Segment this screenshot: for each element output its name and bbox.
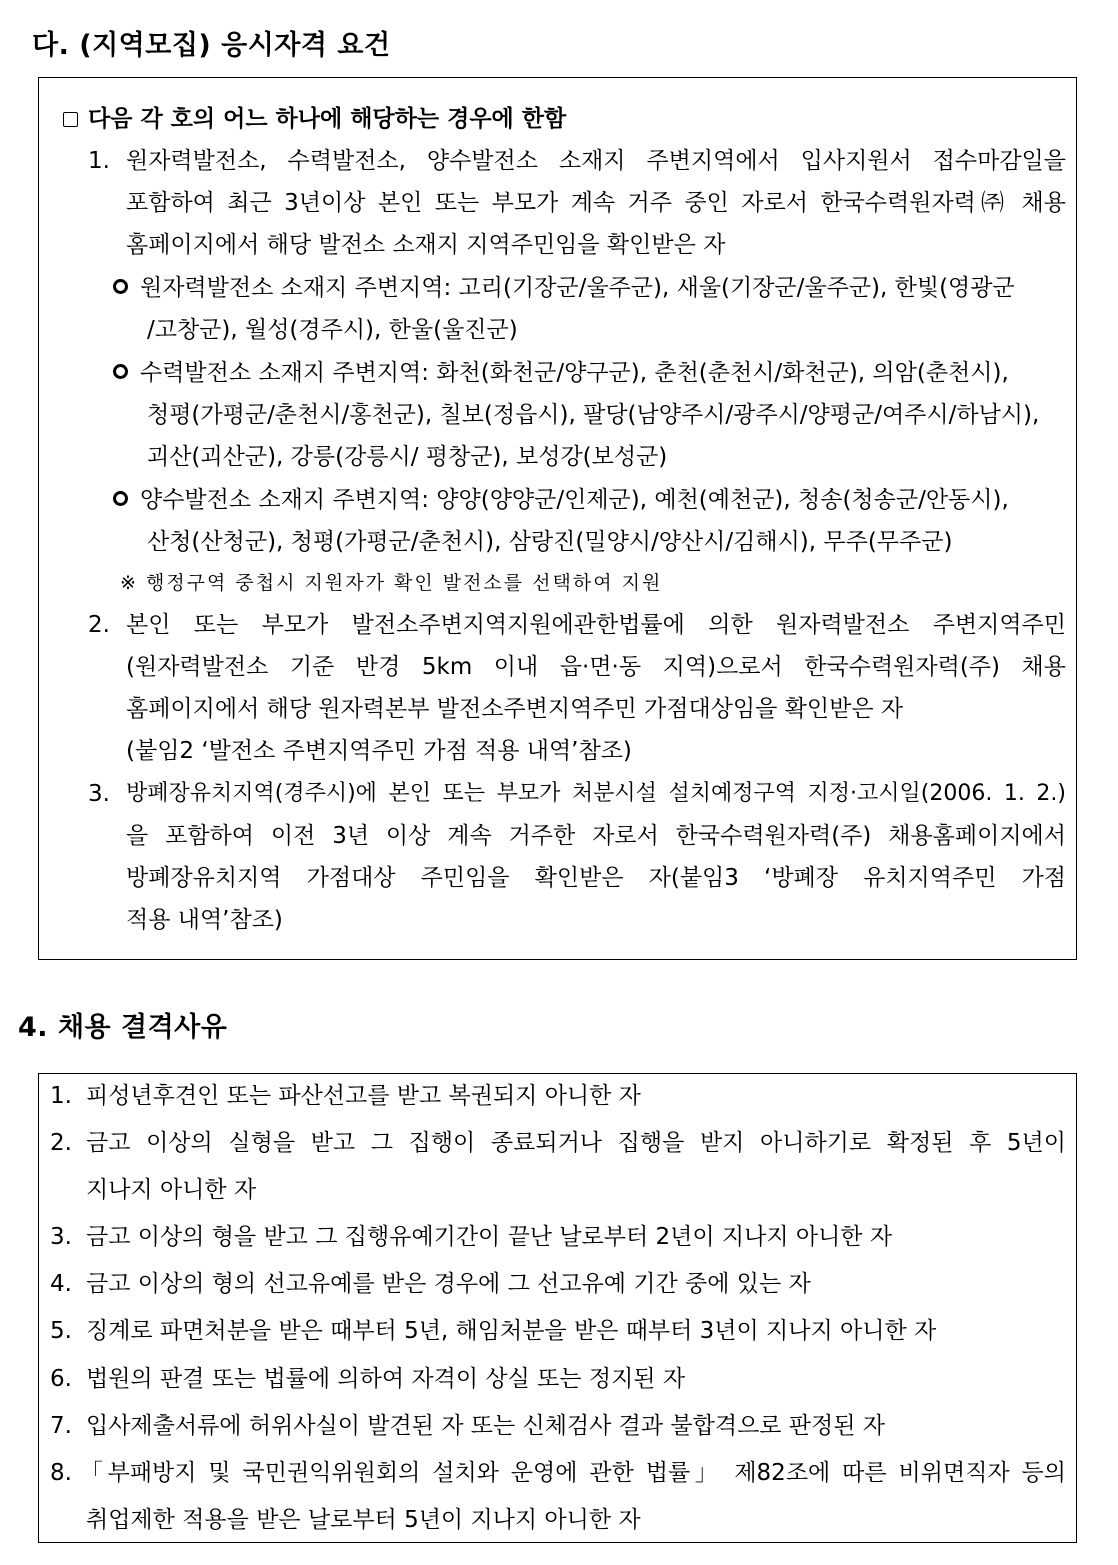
item-number: 5.	[50, 1318, 72, 1344]
item-number: 7.	[50, 1413, 72, 1439]
item-line: 포함하여 최근 3년이상 본인 또는 부모가 계속 거주 중인 자로서 한국수력원자력㈜ 채용	[126, 190, 1066, 216]
item-number: 3.	[50, 1224, 72, 1250]
bullet-line: 산청(산청군), 청평(가평군/춘천시), 삼랑진(밀양시/양산시/김해시), 무주(무주군)	[147, 529, 953, 555]
item-line: 지나지 아니한 자	[86, 1177, 257, 1203]
item-line: 피성년후견인 또는 파산선고를 받고 복권되지 아니한 자	[86, 1083, 641, 1109]
item-number: 3.	[88, 781, 110, 807]
item-number: 6.	[50, 1366, 72, 1392]
bullet-item	[113, 358, 1066, 388]
bullet-item	[113, 485, 1066, 515]
bullet-item	[113, 273, 1066, 303]
bullet-text: 수력발전소 소재지 주변지역: 화천(화천군/양구군), 춘천(춘천시/화천군), 의암(춘천시),	[140, 360, 1009, 386]
item-line: 취업제한 적용을 받은 날로부터 5년이 지나지 아니한 자	[86, 1507, 641, 1533]
bullet-circle-icon	[113, 491, 128, 506]
section-heading-disqualification: 4. 채용 결격사유	[18, 1012, 228, 1043]
item-line: 적용 내역’참조)	[126, 907, 283, 933]
item-line: 금고 이상의 형을 받고 그 집행유예기간이 끝난 날로부터 2년이 지나지 아니한 자	[86, 1224, 893, 1250]
item-line: 법원의 판결 또는 법률에 의하여 자격이 상실 또는 정지된 자	[86, 1366, 686, 1392]
checkbox-square-icon	[63, 112, 78, 127]
item-line: 홈페이지에서 해당 발전소 소재지 지역주민임을 확인받은 자	[126, 232, 726, 258]
overlap-note: ※ 행정구역 중첩시 지원자가 확인 발전소를 선택하여 지원	[120, 572, 663, 594]
item-line: (붙임2 ‘발전소 주변지역주민 가점 적용 내역’참조)	[126, 738, 632, 764]
bullet-line: /고창군), 월성(경주시), 한울(울진군)	[147, 317, 518, 343]
bullet-line: 청평(가평군/춘천시/홍천군), 칠보(정읍시), 팔당(남양주시/광주시/양평군/여주시/하남시),	[147, 402, 1040, 428]
item-line: 금고 이상의 형의 선고유예를 받은 경우에 그 선고유예 기간 중에 있는 자	[86, 1271, 811, 1297]
bullet-line: 괴산(괴산군), 강릉(강릉시/ 평창군), 보성강(보성군)	[147, 444, 668, 470]
bullet-text: 원자력발전소 소재지 주변지역: 고리(기장군/울주군), 새울(기장군/울주군), 한빛(영광군	[140, 275, 1015, 301]
item-number: 4.	[50, 1271, 72, 1297]
item-number: 8.	[50, 1460, 72, 1486]
item-line: 방폐장유치지역(경주시)에 본인 또는 부모가 처분시설 설치예정구역 지정·고시일(2006. 1. 2.)	[126, 781, 1066, 806]
item-line: 징계로 파면처분을 받은 때부터 5년, 해임처분을 받은 때부터 3년이 지나지 아니한 자	[86, 1318, 937, 1344]
item-line: (원자력발전소 기준 반경 5km 이내 읍·면·동 지역)으로서 한국수력원자력(주) 채용	[126, 654, 1066, 680]
bullet-circle-icon	[113, 364, 128, 379]
section-heading-regional-qualification: 다. (지역모집) 응시자격 요건	[32, 30, 391, 61]
item-number: 2.	[88, 612, 110, 638]
item-line: 홈페이지에서 해당 원자력본부 발전소주변지역주민 가점대상임을 확인받은 자	[126, 696, 904, 722]
item-line: 방폐장유치지역 가점대상 주민임을 확인받은 자(붙임3 ‘방폐장 유치지역주민 가점	[126, 865, 1066, 891]
item-line: 금고 이상의 실형을 받고 그 집행이 종료되거나 집행을 받지 아니하기로 확정된 후 5년이	[86, 1130, 1066, 1156]
bullet-circle-icon	[113, 279, 128, 294]
lead-text: 다음 각 호의 어느 하나에 해당하는 경우에 한함	[88, 106, 567, 132]
item-number: 2.	[50, 1130, 72, 1156]
item-line: 입사제출서류에 허위사실이 발견된 자 또는 신체검사 결과 불합격으로 판정된 자	[86, 1413, 885, 1439]
bullet-text: 양수발전소 소재지 주변지역: 양양(양양군/인제군), 예천(예천군), 청송(청송군/안동시),	[140, 487, 1009, 513]
item-line: 본인 또는 부모가 발전소주변지역지원에관한법률에 의한 원자력발전소 주변지역주민	[126, 612, 1066, 638]
qualification-lead	[63, 104, 566, 134]
item-line: 「부패방지 및 국민권익위원회의 설치와 운영에 관한 법률」 제82조에 따른 비위면직자 등의	[80, 1460, 1066, 1486]
item-line: 을 포함하여 이전 3년 이상 계속 거주한 자로서 한국수력원자력(주) 채용홈페이지에서	[126, 823, 1066, 849]
item-number: 1.	[88, 148, 110, 174]
item-line: 원자력발전소, 수력발전소, 양수발전소 소재지 주변지역에서 입사지원서 접수마감일을	[126, 148, 1066, 174]
item-number: 1.	[50, 1083, 72, 1109]
